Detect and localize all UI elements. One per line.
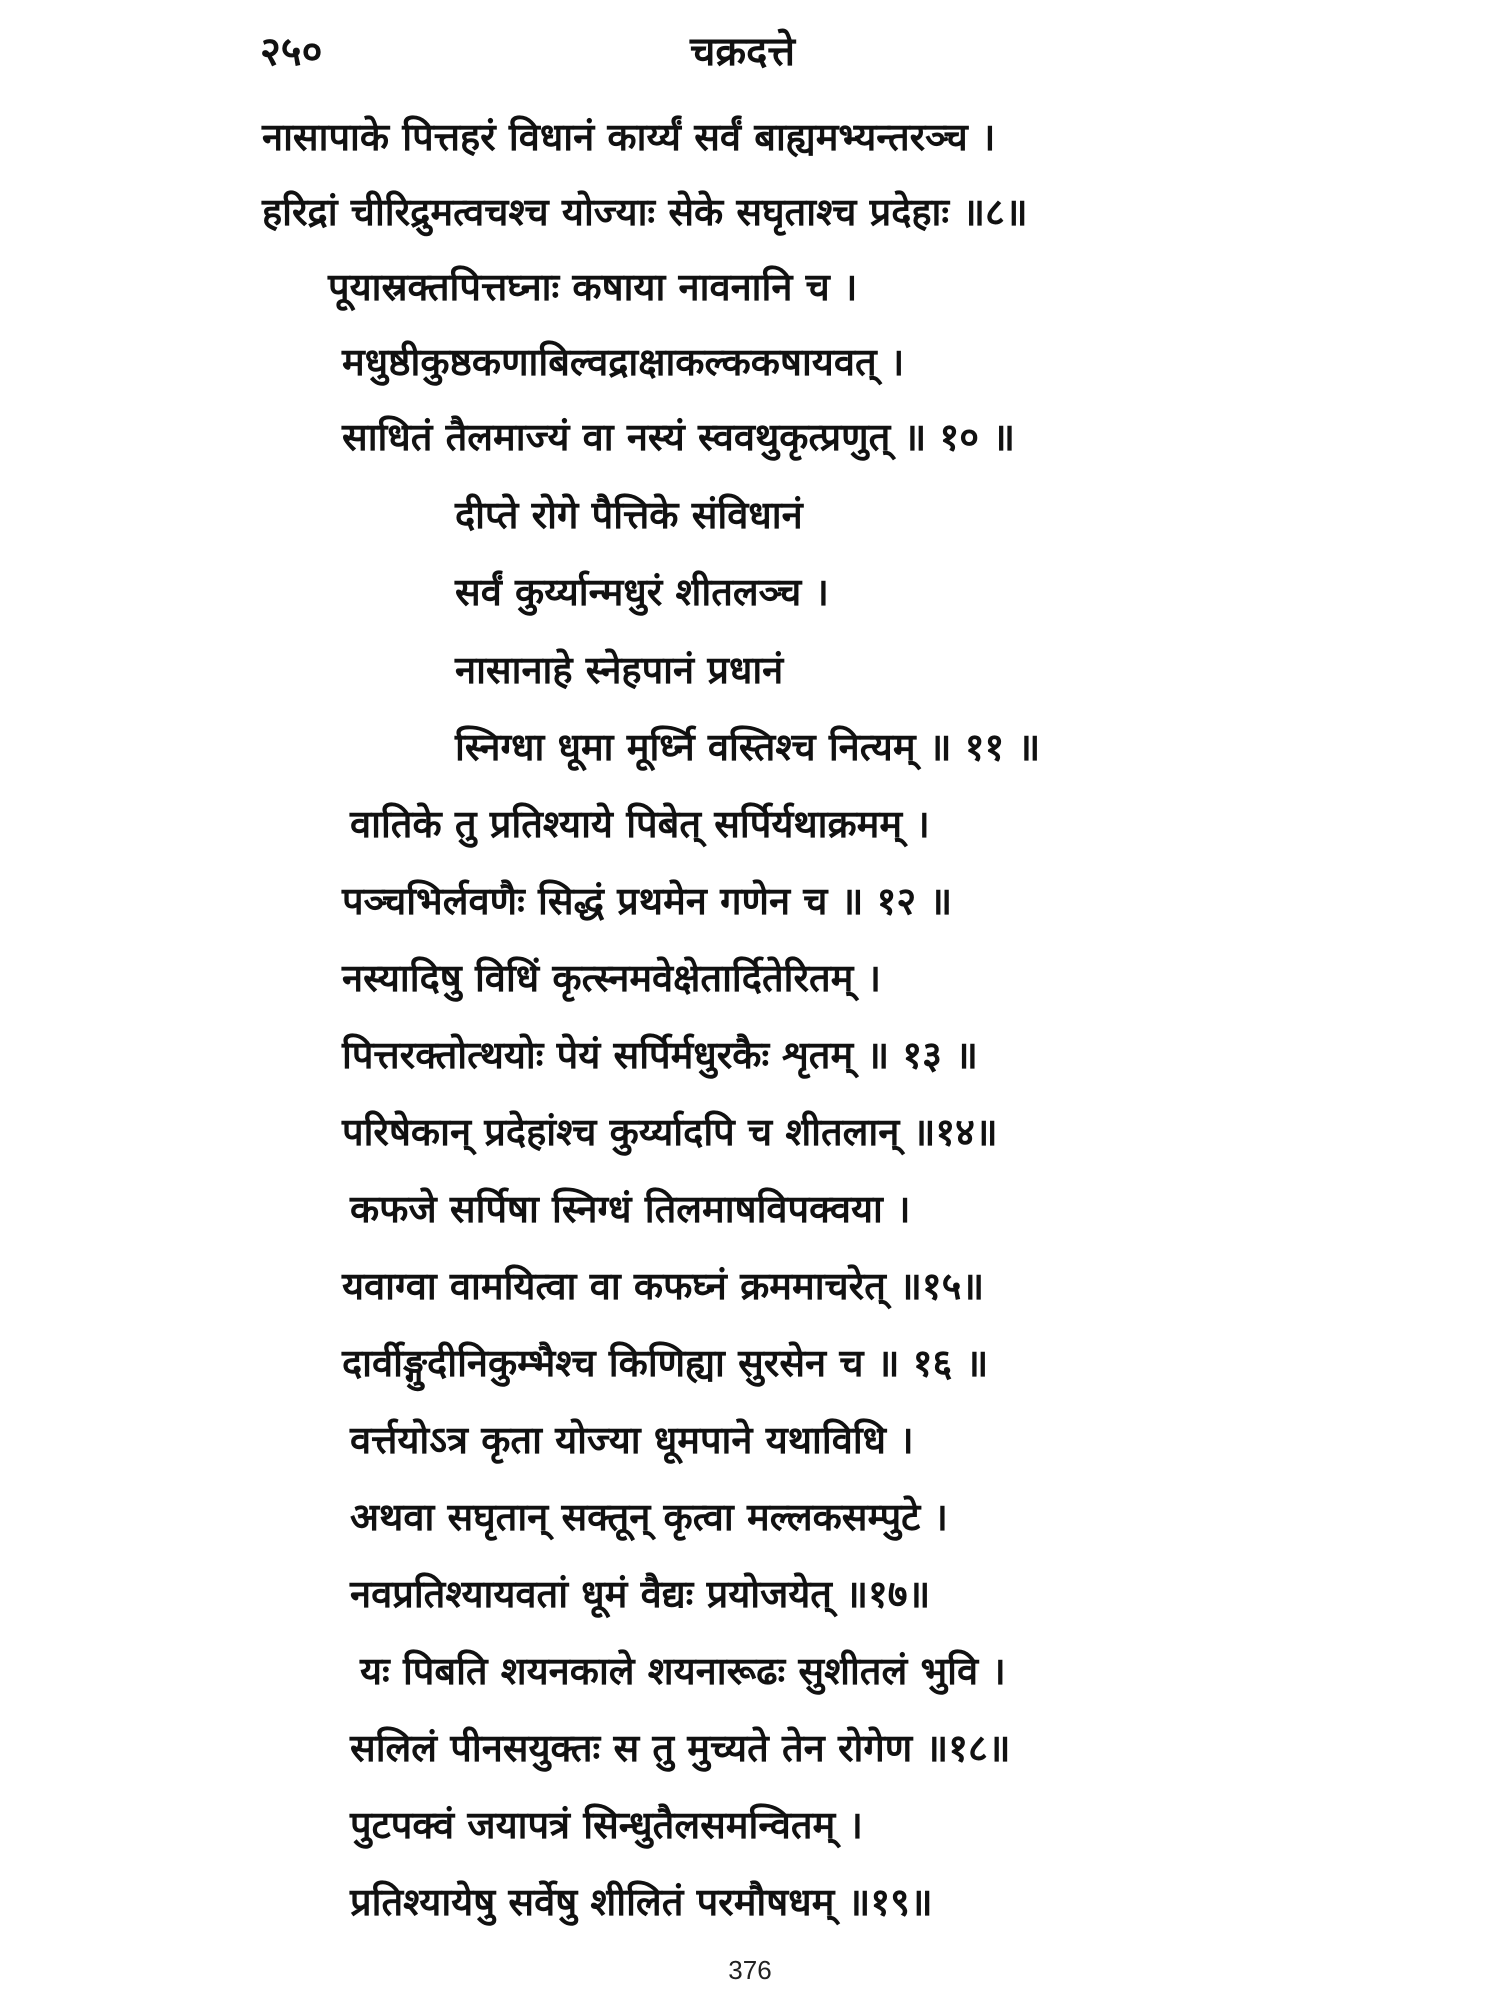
verse-line: पुटपक्वं जयापत्रं सिन्धुतैलसमन्वितम् ।: [350, 1803, 863, 1847]
verse-line: सर्वं कुर्य्यान्मधुरं शीतलञ्च ।: [455, 570, 829, 614]
verse-line: परिषेकान् प्रदेहांश्च कुर्य्यादपि च शीतलान् ॥१४॥: [342, 1110, 998, 1154]
verse-line: पित्तरक्तोत्थयोः पेयं सर्पिर्मधुरकैः शृतम् ॥ १३ ॥: [342, 1033, 978, 1077]
verse-line: हरिद्रां चीरिद्रुमत्वचश्च योज्याः सेके सघृताश्च प्रदेहाः ॥८॥: [262, 190, 1028, 234]
running-title: चक्रदत्ते: [690, 29, 795, 75]
verse-line: यः पिबति शयनकाले शयनारूढः सुशीतलं भुवि ।: [360, 1649, 1006, 1693]
verse-line: स्निग्धा धूमा मूर्ध्नि वस्तिश्च नित्यम् ॥ ११ ॥: [455, 725, 1041, 769]
verse-line: वर्त्तयोऽत्र कृता योज्या धूमपाने यथाविधि ।: [350, 1418, 914, 1462]
verse-line: वातिके तु प्रतिश्याये पिबेत् सर्पिर्यथाक्रमम् ।: [350, 802, 930, 846]
verse-line: नस्यादिषु विधिं कृत्स्नमवेक्षेतार्दितेरितम् ।: [342, 956, 882, 1000]
verse-line: सलिलं पीनसयुक्तः स तु मुच्यते तेन रोगेण ॥१८॥: [350, 1726, 1011, 1770]
verse-line: पूयास्रक्तपित्तघ्नाः कषाया नावनानि च ।: [328, 265, 858, 309]
verse-line: पञ्चभिर्लवणैः सिद्धं प्रथमेन गणेन च ॥ १२ ॥: [342, 879, 953, 923]
header-page-number: २५०: [260, 29, 323, 75]
verse-line: यवाग्वा वामयित्वा वा कफघ्नं क्रममाचरेत् ॥१५॥: [342, 1264, 985, 1308]
verse-line: दार्वीङ्गुदीनिकुम्भैश्च किणिह्या सुरसेन च ॥ १६ ॥: [342, 1341, 989, 1385]
verse-line: नासापाके पित्तहरं विधानं कार्य्यं सर्वं बाह्यमभ्यन्तरञ्च ।: [262, 115, 996, 159]
verse-line: नवप्रतिश्यायवतां धूमं वैद्यः प्रयोजयेत् ॥१७॥: [350, 1572, 931, 1616]
verse-line: मधुष्ठीकुष्ठकणाबिल्वद्राक्षाकल्ककषायवत् ।: [342, 340, 905, 384]
page-header: [260, 22, 1260, 92]
verse-line: कफजे सर्पिषा स्निग्धं तिलमाषविपक्वया ।: [350, 1187, 911, 1231]
verse-line: अथवा सघृतान् सक्तून् कृत्वा मल्लकसम्पुटे ।: [350, 1495, 948, 1539]
verse-line: नासानाहे स्नेहपानं प्रधानं: [455, 648, 784, 692]
verse-line: प्रतिश्यायेषु सर्वेषु शीलितं परमौषधम् ॥१९॥: [350, 1880, 933, 1924]
verse-line: दीप्ते रोगे पैत्तिके संविधानं: [455, 493, 803, 537]
footer-page-number: 376: [728, 1955, 772, 1985]
verse-line: साधितं तैलमाज्यं वा नस्यं स्ववथुकृत्प्रणुत् ॥ १० ॥: [342, 415, 1015, 459]
